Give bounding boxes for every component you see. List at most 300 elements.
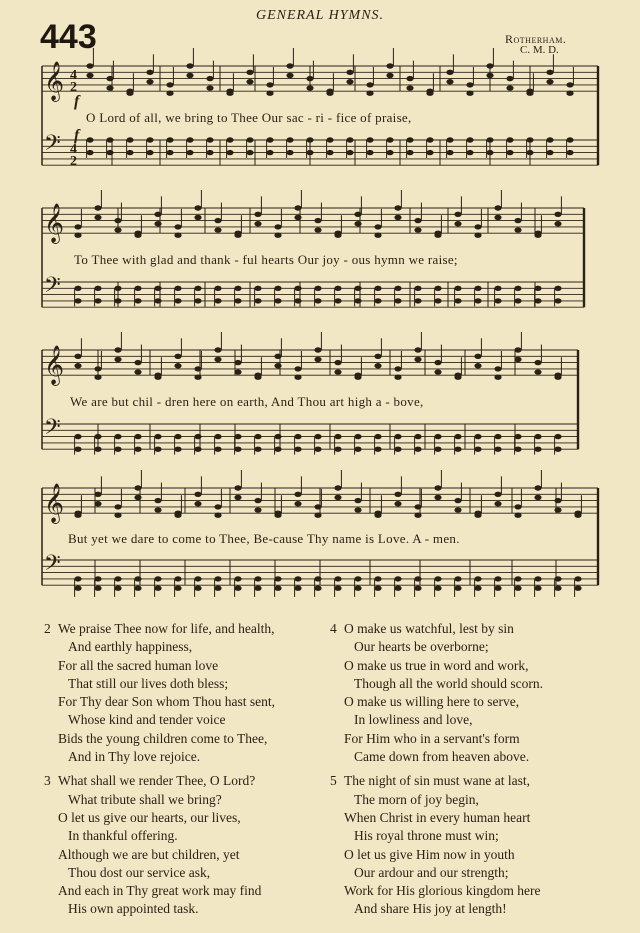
note-head [566, 91, 573, 96]
note-head [214, 576, 221, 581]
note-head [386, 63, 393, 68]
note-head [534, 369, 541, 374]
note-head [234, 360, 241, 365]
lyric-line-4: But yet we dare to come to Thee, Be-cause Thy name is Love. A - men. [68, 531, 460, 546]
note-head [434, 576, 441, 581]
note-head [514, 447, 521, 452]
note-head [134, 434, 141, 439]
note-head [266, 150, 273, 155]
note-head [186, 73, 193, 78]
note-head [94, 375, 101, 380]
note-head [514, 357, 521, 362]
note-head [266, 82, 273, 87]
note-head [194, 286, 201, 291]
note-head [394, 215, 401, 220]
verse-line: In thankful offering. [68, 828, 178, 844]
note-head [74, 298, 81, 303]
verse-line: And each in Thy great work may find [58, 883, 262, 899]
note-head [114, 298, 121, 303]
note-head [394, 298, 401, 303]
note-head [254, 212, 261, 217]
note-head [154, 286, 161, 291]
note-head [514, 504, 521, 509]
note-head [146, 79, 153, 84]
verse-number: 5 [330, 773, 337, 789]
note-head [274, 286, 281, 291]
note-head [146, 70, 153, 75]
note-head [314, 227, 321, 232]
note-head [346, 70, 353, 75]
note-head [94, 501, 101, 506]
note-head [566, 82, 573, 87]
treble-clef-icon: 𝄞 [44, 483, 65, 523]
note-head [394, 447, 401, 452]
note-head [394, 492, 401, 497]
note-head [254, 498, 261, 503]
note-head [274, 224, 281, 229]
note-head [494, 375, 501, 380]
note-head [274, 586, 281, 591]
note-head [366, 91, 373, 96]
note-head [366, 150, 373, 155]
note-head [554, 576, 561, 581]
note-head [554, 221, 561, 226]
note-head [394, 586, 401, 591]
note-head [134, 586, 141, 591]
note-head [374, 298, 381, 303]
note-head [154, 498, 161, 503]
note-head [154, 507, 161, 512]
note-head [374, 447, 381, 452]
verse-line: For all the sacred human love [58, 657, 219, 673]
note-head [506, 150, 513, 155]
verse-line: Whose kind and tender voice [68, 712, 226, 728]
note-head [154, 298, 161, 303]
note-head [434, 434, 441, 439]
note-head [286, 73, 293, 78]
note-head [234, 495, 241, 500]
note-head [494, 215, 501, 220]
note-head [246, 150, 253, 155]
verse-line: Our hearts be overborne; [354, 639, 489, 655]
verse-line: And earthly happiness, [68, 639, 193, 655]
note-head [354, 498, 361, 503]
note-head [266, 137, 273, 142]
note-head [294, 492, 301, 497]
note-head [354, 576, 361, 581]
note-head [194, 215, 201, 220]
note-head [274, 298, 281, 303]
note-head [106, 150, 113, 155]
note-head [426, 150, 433, 155]
note-head [94, 298, 101, 303]
note-head [166, 137, 173, 142]
note-head [134, 369, 141, 374]
note-head [514, 227, 521, 232]
bass-clef-icon: 𝄢 [44, 273, 61, 303]
note-head [146, 150, 153, 155]
note-head [194, 492, 201, 497]
note-head [74, 576, 81, 581]
note-head [146, 137, 153, 142]
verse-number: 3 [44, 773, 51, 789]
note-head [194, 205, 201, 210]
note-head [446, 137, 453, 142]
verse-line: We praise Thee now for life, and health, [58, 621, 275, 636]
note-head [474, 298, 481, 303]
note-head [226, 91, 233, 96]
note-head [466, 150, 473, 155]
note-head [334, 495, 341, 500]
note-head [174, 447, 181, 452]
note-head [554, 286, 561, 291]
note-head [394, 366, 401, 371]
note-head [414, 447, 421, 452]
note-head [394, 576, 401, 581]
note-head [106, 137, 113, 142]
note-head [154, 434, 161, 439]
verse-line: O make us true in word and work, [344, 657, 529, 673]
note-head [134, 447, 141, 452]
note-head [426, 137, 433, 142]
note-head [314, 513, 321, 518]
note-head [366, 82, 373, 87]
note-head [314, 576, 321, 581]
note-head [414, 298, 421, 303]
note-head [474, 576, 481, 581]
note-head [174, 233, 181, 238]
note-head [486, 150, 493, 155]
note-head [454, 298, 461, 303]
note-head [274, 354, 281, 359]
note-head [294, 375, 301, 380]
note-head [294, 501, 301, 506]
note-head [314, 347, 321, 352]
note-head [354, 375, 361, 380]
note-head [454, 447, 461, 452]
verse-line: The morn of joy begin, [354, 791, 479, 807]
note-head [314, 586, 321, 591]
note-head [354, 586, 361, 591]
note-head [74, 224, 81, 229]
note-head [266, 91, 273, 96]
verse-number: 4 [330, 621, 337, 636]
note-head [254, 447, 261, 452]
time-signature-top: 4 [70, 142, 77, 157]
verses-left-column [44, 620, 275, 925]
note-head [414, 504, 421, 509]
note-head [194, 576, 201, 581]
note-head [494, 492, 501, 497]
note-head [454, 507, 461, 512]
note-head [114, 586, 121, 591]
note-head [454, 434, 461, 439]
verse-line: Our ardour and our strength; [354, 864, 509, 880]
note-head [134, 360, 141, 365]
note-head [274, 513, 281, 518]
note-head [154, 212, 161, 217]
note-head [234, 298, 241, 303]
note-head [94, 366, 101, 371]
note-head [454, 586, 461, 591]
note-head [414, 357, 421, 362]
note-head [214, 218, 221, 223]
note-head [374, 586, 381, 591]
verse-line: The night of sin must wane at last, [344, 773, 530, 789]
note-head [386, 137, 393, 142]
verse-number: 2 [44, 621, 51, 636]
note-head [514, 347, 521, 352]
verse-line: His royal throne must win; [354, 828, 499, 844]
note-head [574, 586, 581, 591]
note-head [214, 434, 221, 439]
note-head [514, 576, 521, 581]
note-head [494, 501, 501, 506]
treble-clef-icon: 𝄞 [44, 345, 65, 385]
note-head [474, 447, 481, 452]
note-head [506, 76, 513, 81]
note-head [414, 513, 421, 518]
bass-clef-icon: 𝄢 [44, 551, 61, 581]
note-head [574, 513, 581, 518]
verse-line: In lowliness and love, [354, 712, 473, 728]
note-head [174, 434, 181, 439]
note-head [346, 150, 353, 155]
note-head [186, 150, 193, 155]
note-head [374, 576, 381, 581]
note-head [206, 76, 213, 81]
note-head [514, 586, 521, 591]
note-head [254, 298, 261, 303]
note-head [294, 434, 301, 439]
note-head [174, 354, 181, 359]
note-head [534, 586, 541, 591]
note-head [74, 447, 81, 452]
note-head [74, 354, 81, 359]
note-head [534, 447, 541, 452]
note-head [94, 447, 101, 452]
note-head [126, 91, 133, 96]
note-head [134, 233, 141, 238]
time-signature-bottom: 2 [70, 154, 77, 169]
note-head [166, 150, 173, 155]
note-head [314, 298, 321, 303]
note-head [506, 137, 513, 142]
note-head [294, 586, 301, 591]
note-head [254, 221, 261, 226]
note-head [234, 485, 241, 490]
note-head [234, 586, 241, 591]
note-head [334, 586, 341, 591]
note-head [334, 447, 341, 452]
note-head [546, 79, 553, 84]
note-head [114, 513, 121, 518]
note-head [446, 70, 453, 75]
note-head [426, 91, 433, 96]
treble-clef-icon: 𝄞 [44, 203, 65, 243]
note-head [354, 447, 361, 452]
note-head [554, 212, 561, 217]
note-head [334, 286, 341, 291]
note-head [534, 233, 541, 238]
note-head [306, 150, 313, 155]
note-head [494, 286, 501, 291]
note-head [274, 447, 281, 452]
note-head [374, 363, 381, 368]
note-head [314, 504, 321, 509]
note-head [346, 137, 353, 142]
note-head [446, 150, 453, 155]
lyric-line-3: We are but chil - dren here on earth, And Thou art high a - bove, [70, 394, 424, 409]
note-head [334, 485, 341, 490]
note-head [74, 513, 81, 518]
note-head [534, 360, 541, 365]
note-head [506, 85, 513, 90]
note-head [174, 298, 181, 303]
note-head [394, 286, 401, 291]
note-head [526, 137, 533, 142]
note-head [74, 286, 81, 291]
note-head [134, 576, 141, 581]
note-head [194, 298, 201, 303]
note-head [174, 576, 181, 581]
note-head [414, 218, 421, 223]
note-head [474, 286, 481, 291]
note-head [234, 369, 241, 374]
hymn-number: 443 [40, 18, 97, 56]
note-head [274, 576, 281, 581]
note-head [514, 513, 521, 518]
note-head [194, 501, 201, 506]
note-head [394, 205, 401, 210]
note-head [474, 586, 481, 591]
note-head [354, 434, 361, 439]
note-head [546, 70, 553, 75]
note-head [174, 224, 181, 229]
note-head [306, 85, 313, 90]
note-head [214, 586, 221, 591]
note-head [294, 286, 301, 291]
note-head [214, 286, 221, 291]
note-head [246, 79, 253, 84]
verse-2 [44, 620, 275, 766]
note-head [474, 363, 481, 368]
tune-name: Rotherham. [505, 32, 567, 46]
note-head [374, 233, 381, 238]
note-head [514, 434, 521, 439]
note-head [154, 221, 161, 226]
note-head [414, 347, 421, 352]
verse-line: O make us willing here to serve, [344, 694, 520, 710]
note-head [294, 366, 301, 371]
note-head [154, 447, 161, 452]
note-head [514, 298, 521, 303]
time-signature-bottom: 2 [70, 80, 77, 95]
note-head [554, 498, 561, 503]
note-head [486, 73, 493, 78]
note-head [494, 366, 501, 371]
note-head [406, 76, 413, 81]
note-head [454, 221, 461, 226]
note-head [194, 375, 201, 380]
verse-line: O let us give our hearts, our lives, [58, 809, 241, 825]
verse-line: And share His joy at length! [354, 901, 507, 917]
note-head [254, 507, 261, 512]
note-head [394, 375, 401, 380]
verse-line: Came down from heaven above. [354, 749, 530, 765]
note-head [94, 205, 101, 210]
note-head [234, 576, 241, 581]
note-head [494, 586, 501, 591]
note-head [74, 363, 81, 368]
note-head [86, 150, 93, 155]
verse-line: That still our lives doth bless; [68, 675, 229, 691]
verse-3 [44, 772, 275, 918]
note-head [214, 347, 221, 352]
note-head [294, 205, 301, 210]
note-head [214, 513, 221, 518]
note-head [74, 434, 81, 439]
note-head [214, 298, 221, 303]
note-head [354, 507, 361, 512]
note-head [294, 447, 301, 452]
note-head [246, 137, 253, 142]
note-head [86, 63, 93, 68]
note-head [474, 434, 481, 439]
note-head [514, 286, 521, 291]
note-head [294, 298, 301, 303]
note-head [114, 218, 121, 223]
note-head [254, 375, 261, 380]
note-head [214, 504, 221, 509]
note-head [294, 215, 301, 220]
note-head [74, 586, 81, 591]
verse-line: Bids the young children come to Thee, [58, 730, 268, 746]
note-head [474, 513, 481, 518]
verse-line: For Him who in a servant's form [344, 730, 520, 746]
note-head [494, 434, 501, 439]
note-head [374, 513, 381, 518]
note-head [434, 586, 441, 591]
verse-line: His own appointed task. [68, 901, 199, 917]
note-head [326, 137, 333, 142]
note-head [314, 357, 321, 362]
verse-4 [330, 620, 543, 766]
verse-line: O let us give Him now in youth [344, 846, 515, 862]
note-head [94, 286, 101, 291]
note-head [326, 91, 333, 96]
note-head [354, 212, 361, 217]
note-head [314, 447, 321, 452]
note-head [334, 298, 341, 303]
note-head [494, 205, 501, 210]
note-head [234, 286, 241, 291]
note-head [394, 501, 401, 506]
note-head [254, 434, 261, 439]
section-title: GENERAL HYMNS. [255, 8, 385, 23]
note-head [114, 347, 121, 352]
note-head [434, 485, 441, 490]
note-head [414, 576, 421, 581]
note-head [114, 434, 121, 439]
note-head [326, 150, 333, 155]
note-head [86, 73, 93, 78]
note-head [534, 298, 541, 303]
note-head [554, 375, 561, 380]
dynamic-marking: f [74, 93, 80, 110]
verses-right-column [330, 620, 543, 925]
treble-clef-icon: 𝄞 [44, 61, 65, 101]
